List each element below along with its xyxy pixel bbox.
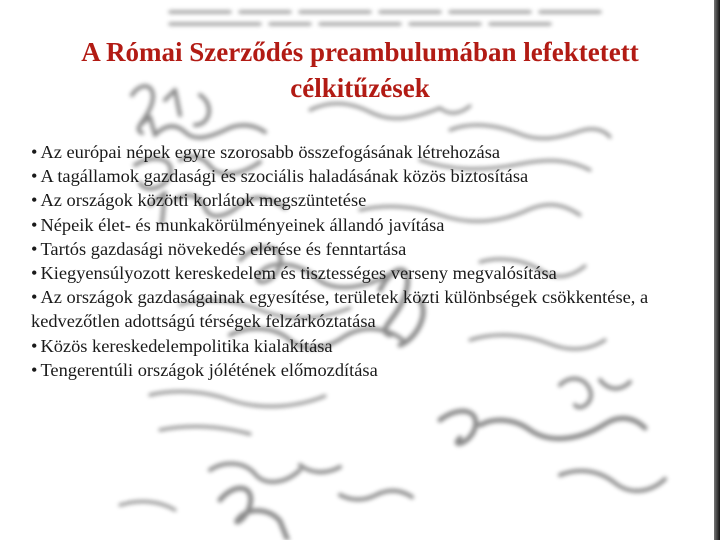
bullet-icon: • [31, 238, 38, 259]
bullet-icon: • [31, 214, 38, 235]
slide-title [20, 34, 700, 106]
list-item: • Az európai népek egyre szorosabb összefogásának létrehozása [31, 142, 501, 162]
list-item: • Az országok gazdaságainak egyesítése, területek közti különbségek csökkentése, a kedvezőtlen adottságú térségek felzárkóztatása [31, 287, 649, 332]
list-item: • Tengerentúli országok jólétének előmozdítása [31, 359, 378, 380]
list-item: • A tagállamok gazdasági és szociális haladásának közös biztosítása [31, 166, 529, 187]
slide-right-border [714, 0, 720, 540]
bullet-icon: • [31, 263, 38, 284]
bullet-icon: • [31, 166, 38, 187]
bullet-icon: • [31, 335, 38, 356]
list-item: • Kiegyensúlyozott kereskedelem és tisztességes verseny megvalósítása [31, 263, 557, 284]
bullet-icon: • [31, 142, 38, 162]
list-item: • Népeik élet- és munkakörülményeinek állandó javítása [31, 214, 445, 235]
title-line-2: célkitűzések [290, 73, 430, 103]
bullet-icon: • [31, 287, 38, 308]
objectives-list [31, 140, 691, 382]
list-item: • Közös kereskedelempolitika kialakítása [31, 335, 333, 356]
list-item: • Az országok közötti korlátok megszüntetése [31, 190, 367, 211]
bullet-icon: • [31, 359, 38, 380]
bullet-icon: • [31, 190, 38, 211]
title-line-1: A Római Szerződés preambulumában lefektetett [81, 37, 639, 67]
list-item: • Tartós gazdasági növekedés elérése és fenntartása [31, 238, 407, 259]
